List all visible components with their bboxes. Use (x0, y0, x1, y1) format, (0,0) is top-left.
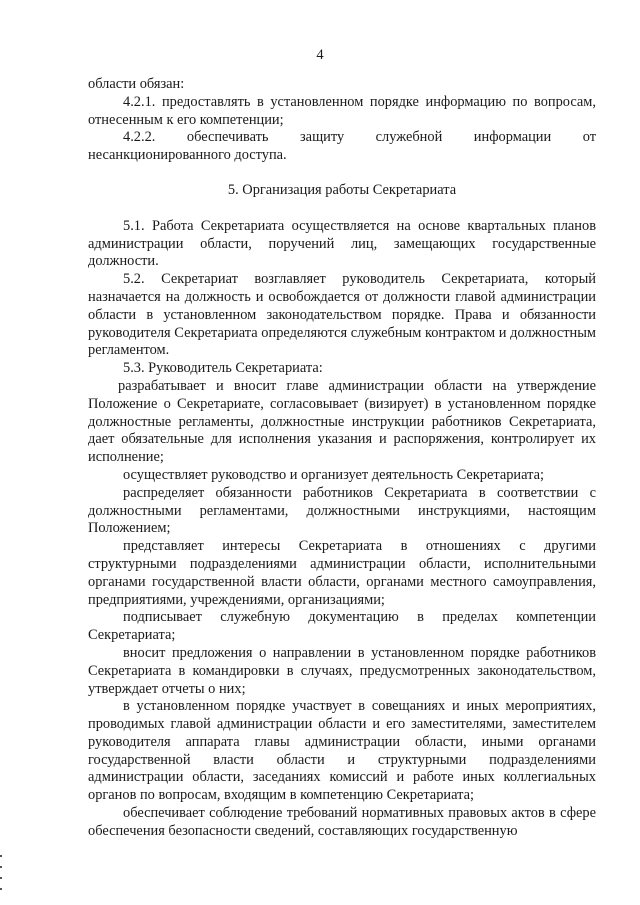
paragraph: 4.2.2. обеспечивать защиту служебной информации от несанкционированного доступа. (88, 129, 596, 164)
paragraph: 5.1. Работа Секретариата осуществляется на основе квартальных планов администрации области, поручений лиц, замещающих государственные должности. (88, 217, 596, 270)
paragraph: разрабатывает и вносит главе администрации области на утверждение Положение о Секретариате, согласовывает (визирует) в установленном порядке должностные регламенты, должностные инструкции работников Секретариата, дает обязательные для исполнения указания и распоряжения, контролирует их исполнение; (88, 377, 596, 466)
paragraph: области обязан: (88, 76, 185, 92)
paragraph: 4.2.1. предоставлять в установленном порядке информацию по вопросам, отнесенным к его компетенции; (88, 93, 596, 128)
paragraph: подписывает служебную документацию в пределах компетенции Секретариата; (88, 609, 596, 644)
section-title: 5. Организация работы Секретариата (227, 181, 457, 198)
paragraph: 5.3. Руководитель Секретариата: (123, 360, 323, 377)
document-body (88, 76, 596, 841)
paragraph: осуществляет руководство и организует деятельность Секретариата; (123, 466, 544, 483)
paragraph: обеспечивает соблюдение требований нормативных правовых актов в сфере обеспечения безопасности сведений, составляющих государственную (88, 805, 596, 839)
paragraph: в установленном порядке участвует в совещаниях и иных мероприятиях, проводимых главой администрации области и его заместителями, заместителем руководителя аппарата главы администрации области, иными органами государственной власти области и структурными подразделениями администрации области, заседаниях комиссий и работе иных коллегиальных органов по вопросам, входящим в компетенцию Секретариата; (88, 698, 596, 804)
paragraph: представляет интересы Секретариата в отношениях с другими структурными подразделениями администрации области, исполнительными органами государственной власти области, органами местного самоуправления, предприятиями, учреждениями, организациями; (88, 538, 596, 608)
scan-edge-marks (0, 855, 4, 905)
paragraph: вносит предложения о направлении в установленном порядке работников Секретариата в командировки в случаях, предусмотренных законодательством, утверждает отчеты о них; (88, 644, 596, 697)
paragraph: 5.2. Секретариат возглавляет руководитель Секретариата, который назначается на должность и освобождается от должности главой администрации области в установленном законодательством порядке. Права и обязанности руководителя Секретариата определяются служебным контрактом и должностным регламентом. (88, 271, 596, 359)
page-number: 4 (316, 47, 324, 63)
paragraph: распределяет обязанности работников Секретариата в соответствии с должностными регламентами, должностными инструкциями, настоящим Положением; (88, 484, 596, 537)
